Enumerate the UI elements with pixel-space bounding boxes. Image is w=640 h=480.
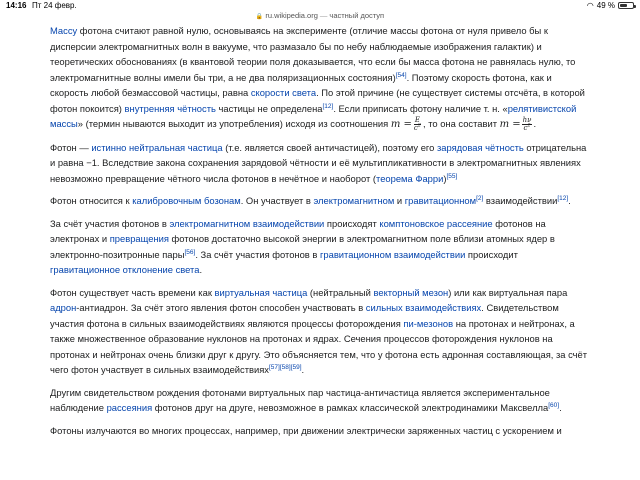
text: Фотон относится к (50, 195, 133, 206)
eq-numerator: hν (522, 116, 532, 124)
status-date: Пт 24 февр. (32, 1, 77, 10)
battery-icon (618, 2, 634, 9)
link-conversions[interactable]: превращения (109, 233, 169, 244)
text: . (559, 402, 562, 413)
text: ) (443, 172, 447, 184)
text: » (термин нываются выходит из употребления) исходя из соотношения (77, 118, 391, 129)
ref-12[interactable]: [12] (322, 102, 334, 110)
eq-den-base: c (413, 124, 418, 132)
text: . За счёт участия фотонов в (195, 248, 320, 260)
ref-55[interactable]: [55] (446, 172, 458, 180)
url-separator: — (319, 11, 328, 20)
link-gravitational[interactable]: гравитационном (404, 195, 477, 206)
status-right (587, 1, 634, 10)
paragraph-interactions (50, 216, 590, 278)
text: частицы не определена (215, 102, 323, 114)
ref-59[interactable]: [59] (290, 363, 302, 371)
link-furry-theorem[interactable]: теорема Фарри (376, 172, 444, 184)
link-strong-interactions[interactable]: сильных взаимодействиях (365, 302, 482, 313)
text: . (199, 264, 203, 275)
link-grav-interaction[interactable]: гравитационном взаимодействии (319, 248, 466, 260)
text: и (394, 195, 405, 206)
equation-mass-frequency (499, 116, 537, 132)
text: фотонов друг на друге, невозможное в рамках классической электродинамики Максвелла (152, 402, 549, 413)
eq-den-exp: 2 (527, 122, 531, 129)
ref-56[interactable]: [56] (184, 248, 196, 256)
eq-denominator (413, 122, 422, 132)
link-speed-of-light[interactable]: скорости света (250, 87, 317, 98)
text: Фотон — (50, 141, 92, 153)
ref-54[interactable]: [54] (395, 71, 407, 79)
link-vector-meson[interactable]: векторный мезон (373, 286, 449, 298)
link-electromagnetic[interactable]: электромагнитном (313, 195, 395, 206)
text: Фотоны излучаются во многих процессах, например, при движении электрически заряженных частиц с ускорением и (50, 424, 562, 436)
paragraph-virtual (50, 285, 590, 378)
eq-lhs: m = (499, 119, 521, 130)
ref-2[interactable]: [2] (476, 194, 484, 202)
text: (нейтральный (307, 286, 374, 298)
text: Другим свидетельством рождения фотонами виртуальных пар частица-античастица является экспериментальное наблюдение (50, 386, 550, 413)
ref-57[interactable]: [57] (269, 363, 280, 371)
paragraph-scattering (50, 385, 590, 416)
status-bar (0, 0, 640, 11)
link-mass[interactable]: Массу (50, 25, 78, 36)
text: происходит (465, 248, 518, 260)
url-domain: ru.wikipedia.org (265, 11, 318, 20)
link-pions[interactable]: пи-мезонов (403, 317, 454, 329)
text: происходят (324, 217, 380, 229)
status-time: 14:16 (6, 1, 27, 10)
text: . (533, 118, 537, 129)
link-intrinsic-parity[interactable]: внутренняя чётность (124, 102, 216, 114)
text: . (301, 364, 305, 375)
text: . Если приписать фотону наличие т. н. « (333, 102, 508, 114)
text: фотона считают равной нулю, основываясь на эксперименте (отличие массы фотона от нуля привело бы к дисперсии электромагнитных волн в вакууме, что размазало бы по небу наблюдаемые изображения галактик) и теоретических обоснованиях (в квантовой теории поля доказывается, что если бы масса фотона не равнялась нулю, то электромагнитные волны имели бы три, а не два поляризационных состояния) (50, 25, 576, 83)
paragraph-neutral (50, 140, 590, 187)
link-scattering[interactable]: рассеяния (106, 402, 153, 413)
text: . Свидетельством участия фотона в сильных взаимодействиях являются процессы фоторождения (50, 302, 559, 329)
text: . Он участвует в (240, 195, 314, 206)
eq-den-base: c (523, 124, 528, 132)
eq-fraction (413, 117, 422, 132)
url-access: частный доступ (329, 11, 385, 20)
paragraph-emission (50, 423, 590, 439)
link-gauge-bosons[interactable]: калибровочным бозонам (132, 195, 241, 206)
ref-58[interactable]: [58] (279, 363, 291, 371)
link-hadron[interactable]: адрон (50, 302, 77, 313)
battery-fill (620, 4, 627, 7)
eq-numerator: E (414, 116, 420, 124)
equation-mass-energy (390, 116, 423, 132)
text: на протонах и нейтронах, а также множественное образование нуклонов на протонах и ядрах. Сечения процессов фоторождения нуклонов на протонах и нейтронах очень близки друг к другу. Это объясняется тем, что у фотона есть адронная составляющая, за счёт чего фотон участвует в сильных взаимодействиях (50, 317, 588, 375)
link-virtual-particle[interactable]: виртуальная частица (214, 286, 308, 298)
text: . Поэтому скорость фотона, как и скорость любой безмассовой частицы, равна (50, 71, 552, 98)
paragraph-mass (50, 23, 590, 133)
link-em-interaction[interactable]: электромагнитном взаимодействии (169, 217, 325, 229)
link-truly-neutral[interactable]: истинно нейтральная частица (91, 141, 223, 153)
ref-12[interactable]: [12] (557, 194, 569, 202)
text: Фотон существует часть времени как (50, 286, 215, 298)
text: , то она составит (422, 118, 500, 129)
text: За счёт участия фотонов в (50, 217, 170, 229)
text: фотонов достаточно высокой энергии в электромагнитном поле вблизи атомных ядер в электронно-позитронные пары (50, 233, 555, 260)
text: . (568, 195, 571, 206)
article-content (0, 23, 640, 480)
battery-percent: 49 % (596, 1, 615, 10)
lock-icon: 🔒 (255, 14, 264, 20)
link-grav-deflection[interactable]: гравитационное отклонение света (50, 264, 200, 275)
text: отрицательна и равна −1. Вследствие закона сохранения зарядовой чётности и её мультипликативности в электромагнитных явлениях невозможно превращение чётного числа фотонов в нечётное и наоборот ( (50, 141, 587, 184)
text: -антиадрон. За счёт этого явления фотон способен участвовать в (76, 302, 366, 313)
paragraph-gauge (50, 193, 590, 209)
eq-den-exp: 2 (417, 122, 421, 129)
wifi-icon: ◠ (586, 1, 594, 10)
url-bar[interactable] (0, 11, 640, 23)
link-relativistic-mass[interactable]: релятивистской массы (50, 102, 577, 129)
eq-denominator (523, 122, 532, 132)
eq-fraction (522, 117, 533, 132)
text: фотонов на электронах и (50, 217, 546, 244)
eq-lhs: m = (390, 119, 412, 130)
link-compton-scattering[interactable]: комптоновское рассеяние (379, 217, 493, 229)
text: . По этой причине (не существует системы отсчёта, в которой фотон покоится) (50, 87, 585, 114)
text: ) или как виртуальная пара (448, 286, 568, 298)
text: (т.е. является своей античастицей), поэтому его (222, 141, 437, 153)
text: взаимодействии (483, 195, 558, 206)
ref-60[interactable]: [60] (548, 401, 560, 409)
link-charge-parity[interactable]: зарядовая чётность (436, 141, 524, 153)
